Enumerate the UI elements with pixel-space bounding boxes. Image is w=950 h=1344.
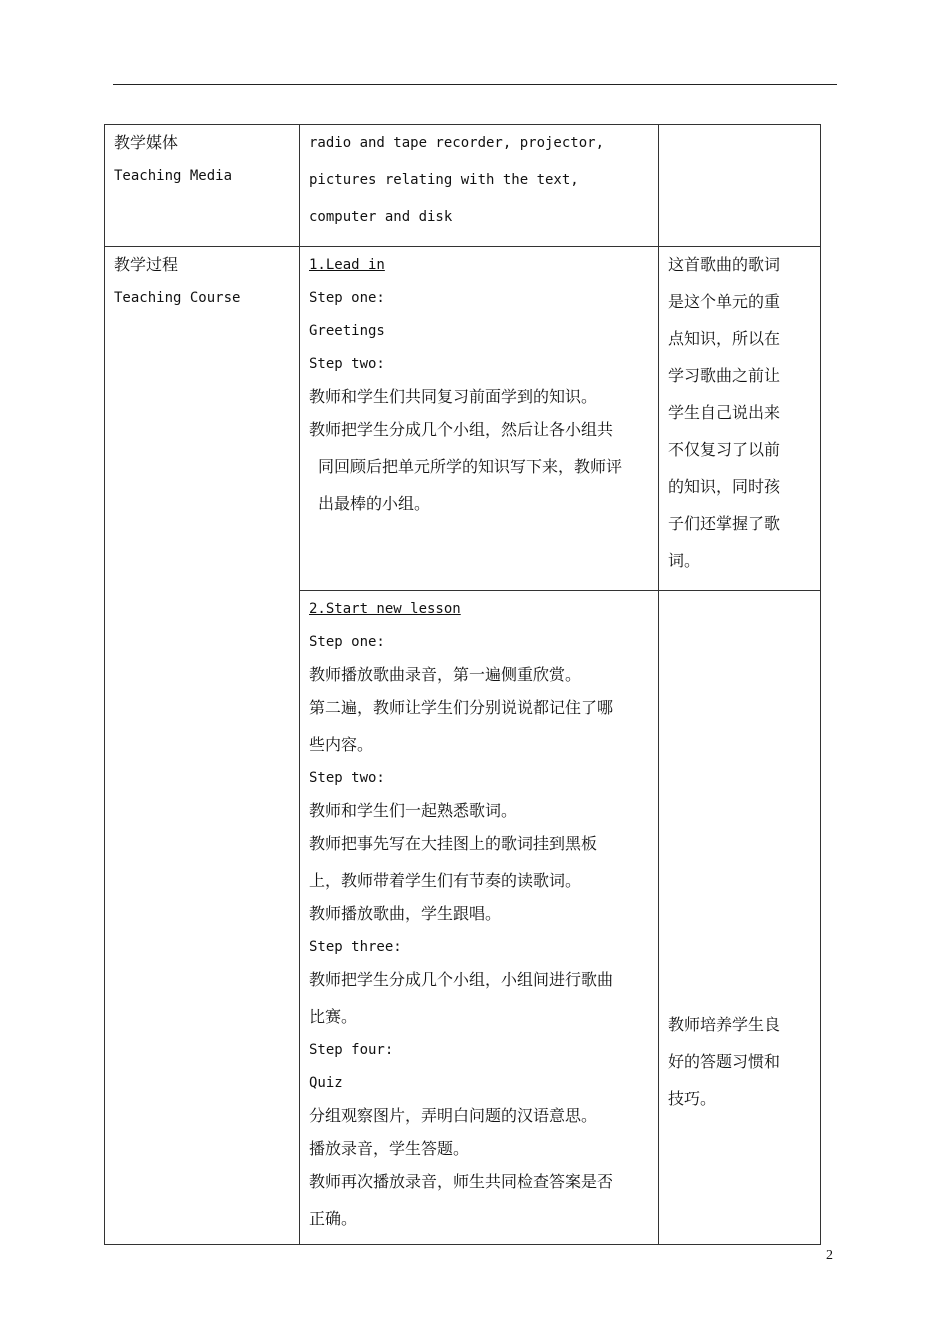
step-line: 上，教师带着学生们有节奏的读歌词。 — [309, 871, 582, 890]
lead-in-cell — [300, 247, 659, 591]
media-line: computer and disk — [309, 209, 453, 225]
note-line: 技巧。 — [668, 1089, 717, 1108]
step-line: Quiz — [309, 1075, 343, 1091]
header-rule — [113, 84, 837, 85]
note-line: 不仅复习了以前 — [668, 440, 781, 459]
new-lesson-cell — [300, 591, 659, 1245]
media-line: pictures relating with the text, — [309, 172, 579, 188]
step-line: 教师播放歌曲录音，第一遍侧重欣赏。 — [309, 665, 582, 684]
note-spacer — [668, 595, 811, 1011]
step-line: 比赛。 — [309, 1007, 358, 1026]
step-line: 播放录音，学生答题。 — [309, 1139, 470, 1158]
step-line: 教师播放歌曲，学生跟唱。 — [309, 904, 502, 923]
step-line: Greetings — [309, 323, 385, 339]
note-line: 学生自己说出来 — [668, 403, 781, 422]
course-row-1 — [105, 247, 821, 591]
course-label-cell — [105, 247, 300, 1245]
note-line: 点知识，所以在 — [668, 329, 781, 348]
note-line: 学习歌曲之前让 — [668, 366, 781, 385]
step-line: 教师和学生们共同复习前面学到的知识。 — [309, 387, 598, 406]
media-label-cell — [105, 125, 300, 247]
note-line: 是这个单元的重 — [668, 292, 781, 311]
step-line: 教师把学生分成几个小组，然后让各小组共 — [309, 420, 614, 439]
step-line: Step two: — [309, 770, 385, 786]
step-line: 分组观察图片，弄明白问题的汉语意思。 — [309, 1106, 598, 1125]
note-line: 子们还掌握了歌 — [668, 514, 781, 533]
step-line: 教师再次播放录音，师生共同检查答案是否 — [309, 1172, 614, 1191]
step-line: 教师和学生们一起熟悉歌词。 — [309, 801, 518, 820]
note-line: 的知识，同时孩 — [668, 477, 781, 496]
step-line: 正确。 — [309, 1209, 358, 1228]
section-heading-new-lesson: 2.Start new lesson — [309, 601, 461, 617]
step-line: 教师把学生分成几个小组，小组间进行歌曲 — [309, 970, 614, 989]
section-heading-lead-in: 1.Lead in — [309, 257, 385, 273]
course-label-zh: 教学过程 — [114, 255, 179, 274]
step-line: 些内容。 — [309, 735, 374, 754]
media-line: radio and tape recorder, projector, — [309, 135, 605, 151]
note-line: 词。 — [668, 551, 701, 570]
step-line: Step one: — [309, 634, 385, 650]
note-line: 好的答题习惯和 — [668, 1052, 781, 1071]
media-content-cell — [300, 125, 659, 247]
course-label-en: Teaching Course — [114, 290, 241, 306]
media-label-en: Teaching Media — [114, 168, 233, 184]
lead-in-note-cell — [659, 247, 821, 591]
step-line: 第二遍，教师让学生们分别说说都记住了哪 — [309, 698, 614, 717]
media-label-zh: 教学媒体 — [114, 133, 179, 152]
note-line: 这首歌曲的歌词 — [668, 255, 781, 274]
lesson-plan-table — [104, 124, 821, 1245]
step-line: 同回顾后把单元所学的知识写下来，教师评 — [318, 457, 623, 476]
step-line: Step four: — [309, 1042, 394, 1058]
step-line: Step three: — [309, 939, 402, 955]
note-line: 教师培养学生良 — [668, 1015, 781, 1034]
media-row — [105, 125, 821, 247]
new-lesson-note-cell — [659, 591, 821, 1245]
step-line: 出最棒的小组。 — [318, 494, 431, 513]
step-line: 教师把事先写在大挂图上的歌词挂到黑板 — [309, 834, 598, 853]
page-number: 2 — [826, 1248, 833, 1263]
media-note-cell — [659, 125, 821, 247]
step-line: Step two: — [309, 356, 385, 372]
step-line: Step one: — [309, 290, 385, 306]
